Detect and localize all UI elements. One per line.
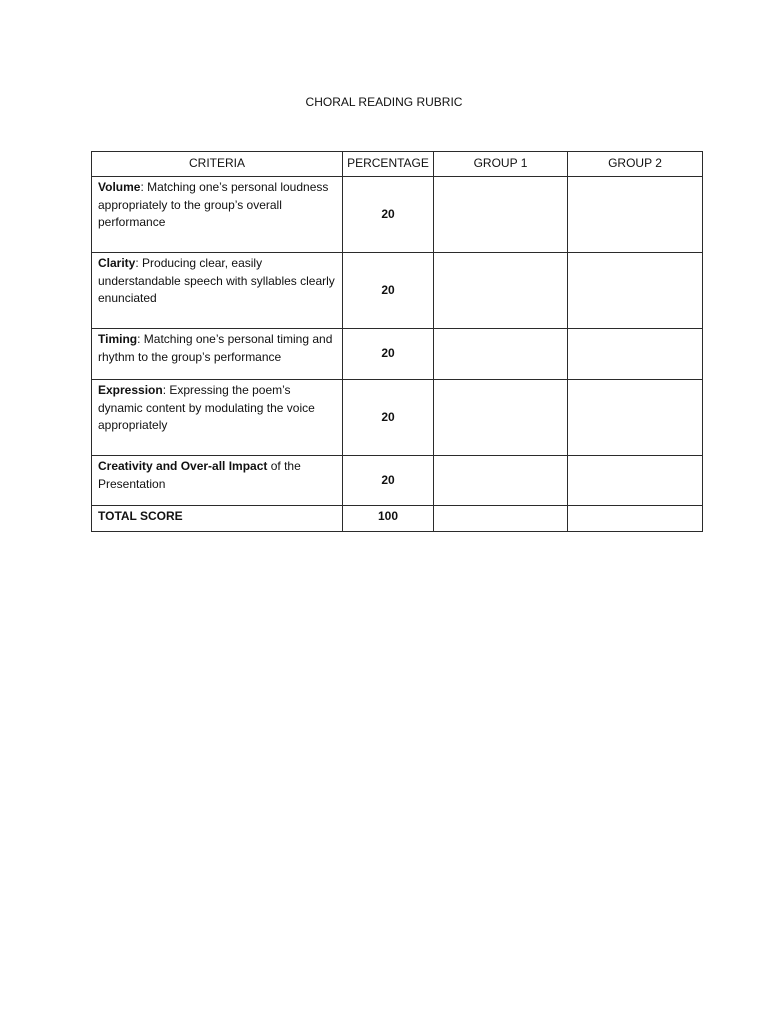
criteria-row-timing <box>92 329 703 380</box>
criteria-cell <box>92 253 343 329</box>
criteria-row-clarity <box>92 253 703 329</box>
criteria-label: Expression <box>98 383 163 397</box>
criteria-description: Matching one’s personal loudness appropriately to the group’s overall performance <box>98 180 329 229</box>
criteria-separator: : <box>140 180 144 194</box>
total-group-1-score <box>434 506 568 532</box>
criteria-cell <box>92 177 343 253</box>
group-1-score-cell <box>434 177 568 253</box>
group-2-score-cell <box>568 253 703 329</box>
criteria-label: Volume <box>98 180 141 194</box>
header-percentage: PERCENTAGE <box>343 152 434 177</box>
criteria-description: Matching one’s personal timing and rhythm to the group’s performance <box>98 332 333 364</box>
percentage-cell: 20 <box>343 380 434 456</box>
criteria-row-creativity <box>92 456 703 506</box>
criteria-label: Clarity <box>98 256 136 270</box>
criteria-separator: : <box>137 332 141 346</box>
percentage-cell: 20 <box>343 177 434 253</box>
criteria-cell <box>92 456 343 506</box>
header-criteria: CRITERIA <box>92 152 343 177</box>
criteria-cell <box>92 380 343 456</box>
percentage-cell: 20 <box>343 253 434 329</box>
group-2-score-cell <box>568 380 703 456</box>
header-group-1: GROUP 1 <box>434 152 568 177</box>
criteria-separator: : <box>162 383 167 397</box>
criteria-label: Creativity and Over-all Impact <box>98 459 268 473</box>
group-2-score-cell <box>568 329 703 380</box>
criteria-label: Timing <box>98 332 138 346</box>
rubric-table-body <box>92 177 703 532</box>
header-group-2: GROUP 2 <box>568 152 703 177</box>
total-score-percentage: 100 <box>343 506 434 532</box>
criteria-separator: : <box>135 256 139 270</box>
criteria-row-expression <box>92 380 703 456</box>
criteria-description: of the Presentation <box>98 459 301 491</box>
total-row <box>92 506 703 532</box>
header-row <box>92 152 703 177</box>
group-1-score-cell <box>434 253 568 329</box>
group-2-score-cell <box>568 177 703 253</box>
group-2-score-cell <box>568 456 703 506</box>
percentage-cell: 20 <box>343 456 434 506</box>
rubric-table-header <box>92 152 703 177</box>
rubric-table <box>91 151 703 532</box>
total-score-label: TOTAL SCORE <box>92 506 343 532</box>
criteria-cell <box>92 329 343 380</box>
group-1-score-cell <box>434 380 568 456</box>
criteria-description: Producing clear, easily understandable speech with syllables clearly enunciated <box>98 256 335 305</box>
criteria-description: Expressing the poem’s dynamic content by modulating the voice appropriately <box>98 383 315 432</box>
percentage-cell: 20 <box>343 329 434 380</box>
group-1-score-cell <box>434 456 568 506</box>
criteria-row-volume <box>92 177 703 253</box>
group-1-score-cell <box>434 329 568 380</box>
document-title: CHORAL READING RUBRIC <box>305 95 463 109</box>
total-group-2-score <box>568 506 703 532</box>
